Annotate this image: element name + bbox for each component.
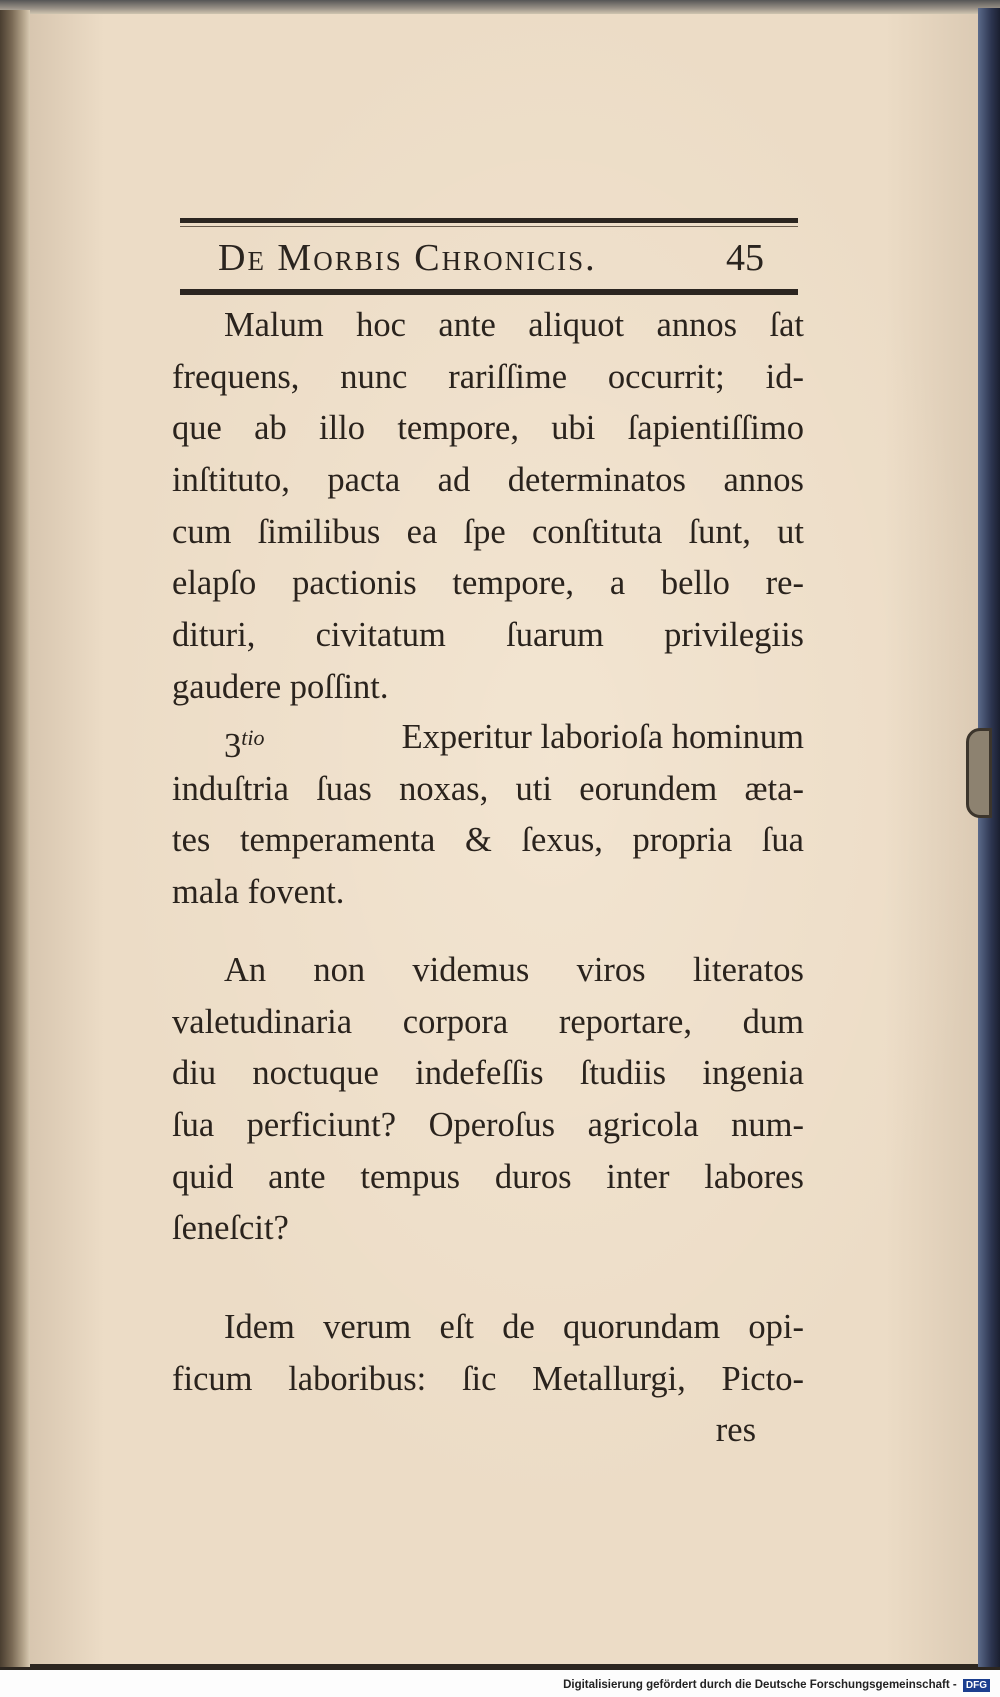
text-line: dituri, civitatum ſuarum privilegiis — [172, 616, 804, 655]
text-line: inſtituto, pacta ad determinatos annos — [172, 461, 804, 500]
paragraph-3 — [172, 945, 804, 1255]
paragraph-1 — [172, 300, 804, 714]
page-number: 45 — [726, 237, 764, 279]
header-rule-thin — [180, 226, 798, 227]
paragraph-2 — [172, 712, 804, 919]
catchword: res — [715, 1411, 756, 1450]
text-line: cum ſimilibus ea ſpe conſtituta ſunt, ut — [172, 512, 804, 551]
ordinal-suffix: tio — [241, 725, 265, 750]
text-line: mala fovent. — [172, 873, 345, 912]
running-head: De Morbis Chronicis. — [218, 237, 597, 279]
text-line: quid ante tempus duros inter labores — [172, 1157, 804, 1196]
dfg-logo: DFG — [963, 1679, 990, 1692]
text-line: ficum laboribus: ſic Metallurgi, Picto- — [172, 1359, 804, 1398]
credit-text: Digitalisierung gefördert durch die Deutsche Forschungsgemeinschaft - — [563, 1679, 957, 1691]
text-line: An non videmus viros literatos — [224, 951, 804, 989]
right-cover-edge — [978, 8, 1000, 1673]
text-line: Idem verum eſt de quorundam opi- — [224, 1308, 804, 1346]
text-line: tes temperamenta & ſexus, propria ſua — [172, 821, 804, 860]
page-clip — [966, 728, 992, 818]
text-line: induſtria ſuas noxas, uti eorundem æta- — [172, 769, 804, 808]
top-page-edge — [0, 0, 1000, 14]
text-line: frequens, nunc rariſſime occurrit; id- — [172, 357, 804, 396]
text-line: que ab illo tempore, ubi ſapientiſſimo — [172, 409, 804, 448]
text-line: Malum hoc ante aliquot annos ſat — [224, 306, 804, 344]
header-rule-bottom — [180, 289, 798, 295]
text-line: valetudinaria corpora reportare, dum — [172, 1002, 804, 1041]
footer-band — [0, 1667, 1000, 1697]
left-binding-edge — [0, 10, 30, 1670]
numbered-line — [172, 712, 804, 764]
text-line: elapſo pactionis tempore, a bello re- — [172, 564, 804, 603]
text-line: ſua perficiunt? Operoſus agricola num- — [172, 1106, 804, 1145]
text-line: gaudere poſſint. — [172, 667, 389, 706]
header-rule-top — [180, 218, 798, 223]
text-line: ſeneſcit? — [172, 1209, 289, 1248]
text-line: diu noctuque indefeſſis ſtudiis ingenia — [172, 1054, 804, 1093]
digitization-credit — [563, 1679, 990, 1692]
text-line: Experitur laborioſa hominum — [401, 718, 804, 756]
ordinal-number: $3^{tio}$ — [224, 725, 265, 765]
paragraph-4 — [172, 1302, 804, 1457]
